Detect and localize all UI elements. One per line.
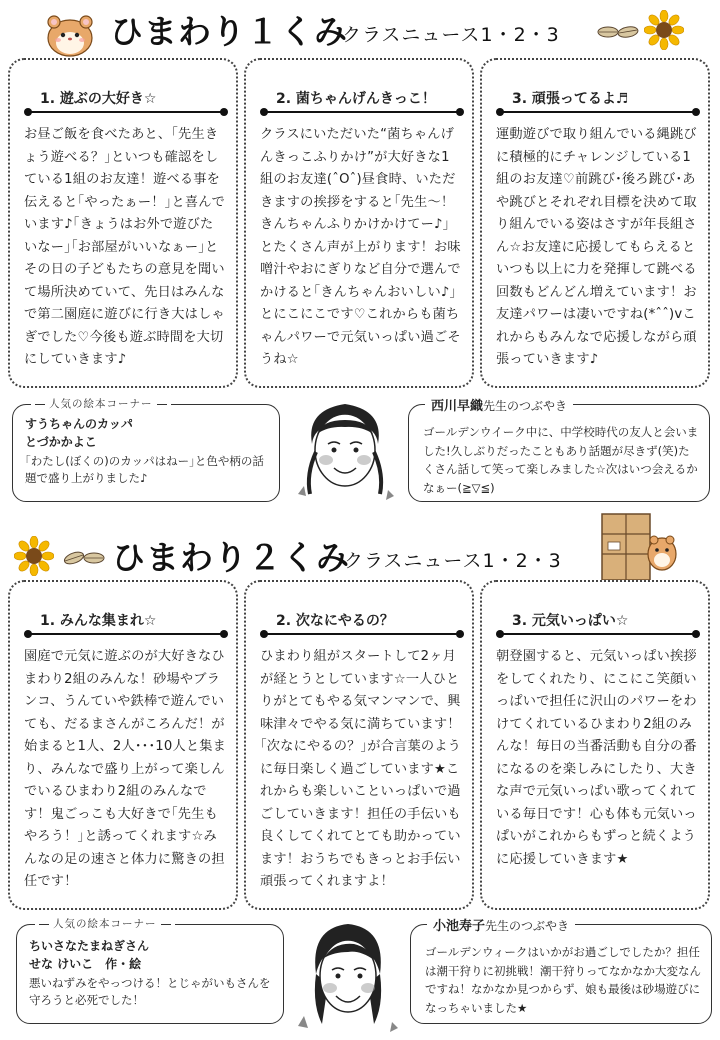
- class1-teacher-text: ゴールデンウイーク中に、中学校時代の友人と会いました!久しぶりだったこともあり話題が尽きず(笑)たくさん話して笑って楽しみました☆次はいつ会えるかなぁー(≧▽≦): [423, 425, 699, 495]
- class2-column-3: [480, 580, 710, 910]
- class1-column-2-heading: 2. 菌ちゃんげんきっこ！: [266, 88, 458, 113]
- class1-column-1: [8, 58, 238, 388]
- class2-teacher-text: ゴールデンウィークはいかがお過ごしでしたか？担任は潮干狩りに初挑戦！潮干狩りってなかなか大変なんですね！なかなか見つからず、娘も最後は砂場遊びになっちゃいました★: [425, 945, 701, 1015]
- class2-column-2-heading: 2. 次なにやるの？: [266, 610, 458, 635]
- class1-title: ひまわり１くみ: [110, 12, 348, 51]
- class1-teacher-suffix: 先生のつぶやき: [483, 399, 568, 413]
- class2-column-3-body: 朝登園すると、元気いっぱい挨拶をしてくれたり、にこにこ笑顔いっぱいで担任に沢山のパワーをわけてくれているひまわり2組のみんな！毎日の当番活動も自分の番になるのを楽しみにしたり、大きな声で元気いっぱい歌ってくれている毎日です！心も体も元気いっぱいがこれからもずっと続くように応援していきます★: [496, 649, 697, 867]
- class2-book-title: ちいさなたまねぎさん: [29, 939, 150, 953]
- class1-subtitle: クラスニュース1・2・3: [342, 24, 560, 46]
- shoe-cabinet-icon: [598, 508, 680, 584]
- class2-column-1-heading: 1. みんな集まれ☆: [30, 610, 222, 635]
- class2-teacher-suffix: 先生のつぶやき: [485, 919, 570, 933]
- class1-teacher-label: [425, 395, 573, 414]
- class1-teacher-comment: [408, 399, 710, 502]
- class1-book-author: とづかかよこ: [25, 435, 97, 449]
- class2-column-1: [8, 580, 238, 910]
- class1-teacher-name: 西川早織: [431, 399, 484, 414]
- class1-book-text: ｢わたし(ぼくの)のカッパはねー｣と色や柄の話題で盛り上がりました♪: [25, 454, 264, 485]
- class2-book-author: せな けいこ 作・絵: [29, 957, 142, 971]
- class2-book-text: 悪いねずみをやっつける！とじゃがいもさんを守ろうと必死でした！: [29, 976, 271, 1007]
- class1-column-2: [244, 58, 474, 388]
- sunflower-icon: [644, 10, 684, 50]
- class2-book-corner: [16, 918, 284, 1024]
- teacher-portrait-icon: [294, 914, 402, 1034]
- class2-column-3-heading: 3. 元気いっぱい☆: [502, 610, 694, 635]
- class2-teacher-name: 小池寿子: [433, 919, 486, 934]
- class1-book-corner: [12, 398, 280, 502]
- class1-header: [0, 0, 720, 56]
- class2-teacher-comment: [410, 919, 712, 1024]
- hamster-icon: [42, 8, 98, 58]
- class1-column-3: [480, 58, 710, 388]
- class2-book-corner-label: 人気の絵本コーナー: [35, 916, 175, 931]
- class2-title: ひまわり２くみ: [112, 538, 350, 577]
- teacher-portrait-icon: [292, 394, 398, 506]
- class1-book-title: すうちゃんのカッパ: [25, 417, 133, 431]
- sunflower-icon: [14, 536, 54, 576]
- class2-teacher-label: [427, 915, 575, 934]
- sunflower-seeds-icon: [62, 548, 106, 568]
- sunflower-seeds-icon: [596, 22, 640, 42]
- class2-subtitle: クラスニュース1・2・3: [344, 550, 562, 572]
- class1-column-3-body: 運動遊びで取り組んでいる縄跳びに積極的にチャレンジしている1組のお友達♡前跳び･後ろ跳び･あや跳びとそれぞれ目標を決めて取り組んでいる姿はさすが年長組さん☆お友達に応援してもらえるといつも以上に力を発揮して跳べる回数もどんどん増えています！お友達パワーは凄いですね(*ˆˆ)vこれからもみんなで応援しながら頑張っていきます♪: [496, 127, 697, 367]
- class1-column-1-heading: 1. 遊ぶの大好き☆: [30, 88, 222, 113]
- class1-book-corner-label: 人気の絵本コーナー: [31, 396, 171, 411]
- class2-column-2-body: ひまわり組がスタートして2ヶ月が経とうとしています☆一人ひとりがとてもやる気マンマンで、興味津々でやる気に満ちています！｢次なにやるの？｣が合言葉のように毎日楽しく過ごしています★これからも楽しいこといっぱいで過ごしていきます！担任の手伝いも良くしてくれてとても助かっています！おうちでもきっとお手伝い頑張ってくれますよ！: [260, 649, 462, 889]
- class1-column-3-heading: 3. 頑張ってるよ♬: [502, 88, 694, 113]
- class2-column-2: [244, 580, 474, 910]
- class1-column-1-body: お昼ご飯を食べたあと、｢先生きょう遊べる？｣といつも確認をしている1組のお友達！遊べる事を伝えると｢やったぁー！｣と喜んでいます♪｢きょうはお外で遊びたいなー｣｢お部屋がいいなぁー｣とその日の子どもたちの意見を聞いて場所決めていて、先日はみんなで第二園庭に遊びに行き大はしゃぎでした♡今後も遊ぶ時間を大切にしていきます♪: [24, 127, 226, 367]
- class1-column-2-body: クラスにいただいた“菌ちゃんげんきっこふりかけ”が大好きな1組のお友達(ˆOˆ)昼食時、いただきますの挨拶をすると｢先生～！きんちゃんふりかけかけてー♪｣とたくさん声が上がります！お味噌汁やおにぎりなど自分で選んでかけると｢きんちゃんおいしい♪｣とにこにこです♡これからも菌ちゃんパワーで元気いっぱい過ごそうね☆: [260, 127, 461, 367]
- class2-column-1-body: 園庭で元気に遊ぶのが大好きなひまわり2組のみんな！砂場やブランコ、うんていや鉄棒で遊んでいても、だるまさんがころんだ！が始まると1人、2人･･･10人と集まり、みんなで盛り上がって楽しんでいるひまわり2組のみんなです！鬼ごっこも大好きで｢先生もやろう！｣と誘ってくれます☆みんなの足の速さと体力に驚きの担任です！: [24, 649, 227, 889]
